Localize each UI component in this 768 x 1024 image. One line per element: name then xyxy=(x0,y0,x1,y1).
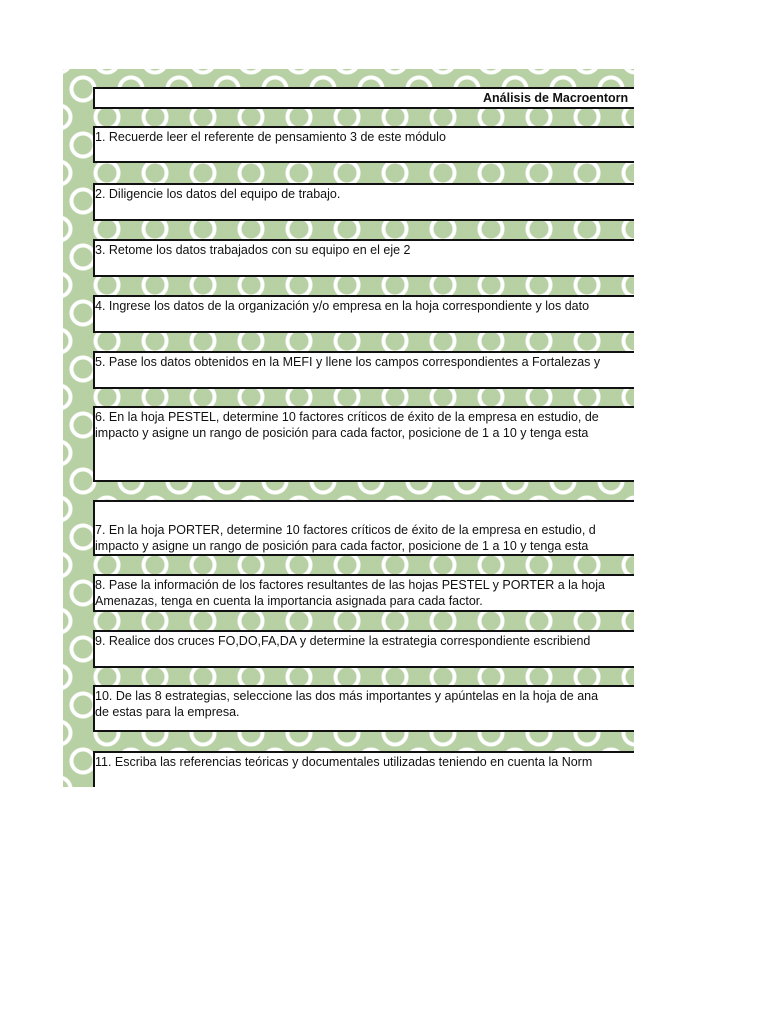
instruction-cell-7[interactable] xyxy=(93,500,634,556)
instruction-cell-1[interactable] xyxy=(93,126,634,163)
instruction-text: 7. En la hoja PORTER, determine 10 factores críticos de éxito de la empresa en estudio, d xyxy=(95,523,596,537)
title-cell[interactable] xyxy=(93,87,634,109)
instruction-text: 8. Pase la información de los factores resultantes de las hojas PESTEL y PORTER a la hoja xyxy=(95,578,605,592)
instruction-cell-11[interactable] xyxy=(93,751,634,787)
instruction-text: 3. Retome los datos trabajados con su equipo en el eje 2 xyxy=(95,243,411,257)
instruction-text: 1. Recuerde leer el referente de pensamiento 3 de este módulo xyxy=(95,130,446,144)
instruction-text: 4. Ingrese los datos de la organización y/o empresa en la hoja correspondiente y los dato xyxy=(95,299,590,313)
instruction-text: 6. En la hoja PESTEL, determine 10 factores críticos de éxito de la empresa en estudio, de xyxy=(95,410,599,424)
instruction-cell-10[interactable] xyxy=(93,685,634,732)
instruction-text: 10. De las 8 estrategias, seleccione las dos más importantes y apúntelas en la hoja de ana xyxy=(95,689,599,703)
page-title: Análisis de Macroentorn xyxy=(483,91,629,105)
instruction-text: 2. Diligencie los datos del equipo de trabajo. xyxy=(95,187,341,201)
instruction-cell-3[interactable] xyxy=(93,239,634,277)
instruction-cell-8[interactable] xyxy=(93,574,634,612)
instruction-text: 11. Escriba las referencias teóricas y documentales utilizadas teniendo en cuenta la Norm xyxy=(95,755,593,769)
instruction-text-cont: impacto y asigne un rango de posición para cada factor, posicione de 1 a 10 y tenga esta xyxy=(95,426,589,440)
instruction-cell-9[interactable] xyxy=(93,630,634,668)
instruction-cell-4[interactable] xyxy=(93,295,634,333)
instruction-cell-2[interactable] xyxy=(93,183,634,221)
instruction-cell-5[interactable] xyxy=(93,351,634,389)
instruction-cell-6[interactable] xyxy=(93,406,634,482)
spreadsheet-area xyxy=(63,69,634,787)
instruction-text-cont: impacto y asigne un rango de posición para cada factor, posicione de 1 a 10 y tenga esta xyxy=(95,539,589,553)
instruction-text: 5. Pase los datos obtenidos en la MEFI y llene los campos correspondientes a Fortalezas y xyxy=(95,355,601,369)
instruction-text: 9. Realice dos cruces FO,DO,FA,DA y determine la estrategia correspondiente escribiend xyxy=(95,634,591,648)
instruction-text-cont: Amenazas, tenga en cuenta la importancia asignada para cada factor. xyxy=(95,594,483,608)
instruction-text-cont: de estas para la empresa. xyxy=(95,705,240,719)
